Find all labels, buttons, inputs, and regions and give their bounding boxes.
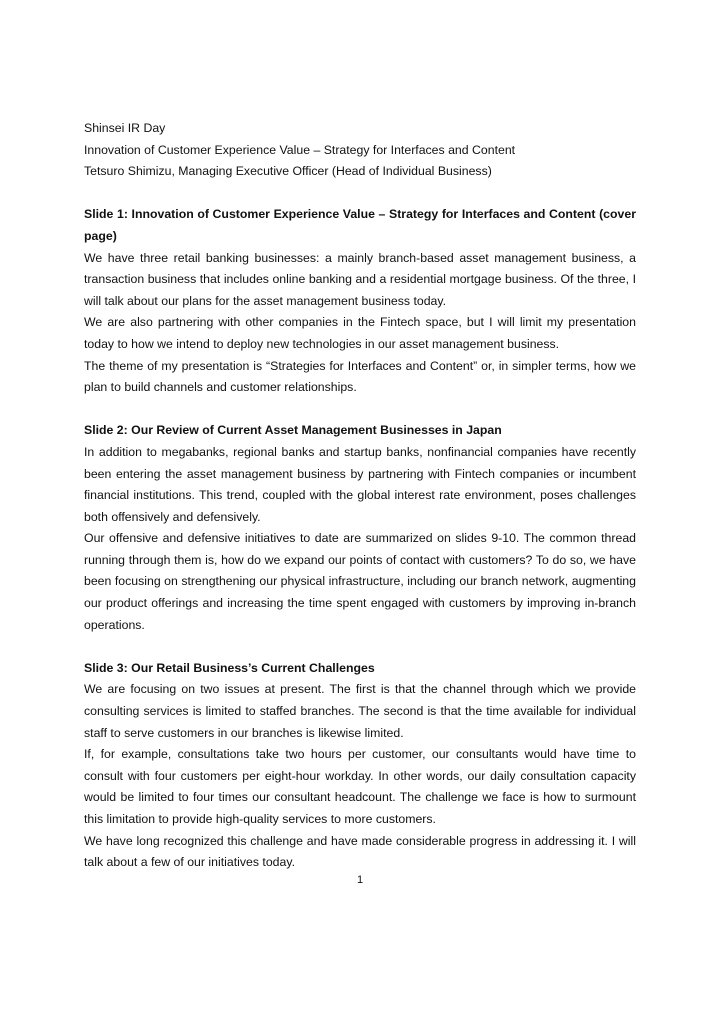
paragraph: Our offensive and defensive initiatives to date are summarized on slides 9-10. The common thread running through them is, how do we expand our points of contact with customers? To do so, we have been focusing on strengthening our physical infrastructure, including our branch network, augmenting our product offerings and increasing the time spent engaged with customers by improving in-branch operations.: [84, 531, 636, 632]
paragraph: The theme of my presentation is “Strategies for Interfaces and Content” or, in simpler terms, how we plan to build channels and customer relationships.: [84, 358, 636, 395]
section-heading: Slide 1: Innovation of Customer Experience Value – Strategy for Interfaces and Content (cover page): [84, 207, 636, 243]
section-slide-2: [84, 420, 636, 636]
paragraph: We have three retail banking businesses: a mainly branch-based asset management business, a transaction business that includes online banking and a residential mortgage business. Of the three, I will talk about our plans for the asset management business today.: [84, 250, 636, 308]
section-heading: Slide 3: Our Retail Business’s Current Challenges: [84, 660, 375, 675]
paragraph: We have long recognized this challenge and have made considerable progress in addressing it. I will talk about a few of our initiatives today.: [84, 833, 636, 870]
section-heading: Slide 2: Our Review of Current Asset Management Businesses in Japan: [84, 423, 502, 438]
paragraph: If, for example, consultations take two hours per customer, our consultants would have time to consult with four customers per eight-hour workday. In other words, our daily consultation capacity would be limited to four times our consultant headcount. The challenge we face is how to surmount this limitation to provide high-quality services to more customers.: [84, 747, 636, 826]
paragraph: In addition to megabanks, regional banks and startup banks, nonfinancial companies have recently been entering the asset management business by partnering with Fintech companies or incumbent financial institutions. This trend, coupled with the global interest rate environment, poses challenges both offensively and defensively.: [84, 444, 636, 524]
paragraph: We are focusing on two issues at present. The first is that the channel through which we provide consulting services is limited to staffed branches. The second is that the time available for individual staff to serve customers in our branches is likewise limited.: [84, 682, 636, 740]
event-title: Shinsei IR Day: [84, 121, 166, 135]
presenter-line: Tetsuro Shimizu, Managing Executive Officer (Head of Individual Business): [84, 164, 492, 179]
document-body: [84, 118, 636, 874]
section-slide-3: [84, 658, 636, 874]
section-slide-1: [84, 204, 636, 398]
page-number: 1: [356, 874, 364, 886]
paragraph: We are also partnering with other companies in the Fintech space, but I will limit my presentation today to how we intend to deploy new technologies in our asset management business.: [84, 315, 636, 351]
presentation-title: Innovation of Customer Experience Value – Strategy for Interfaces and Content: [84, 142, 516, 157]
